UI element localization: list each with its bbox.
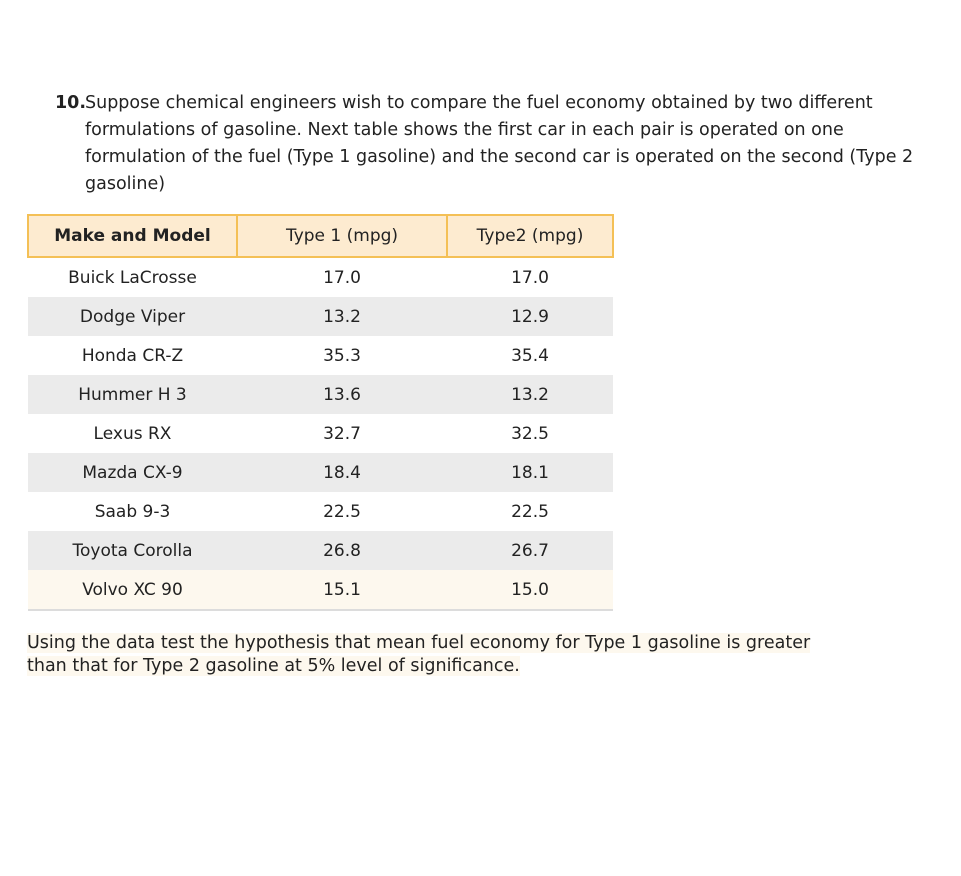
table-row — [28, 336, 613, 375]
hypothesis-instruction — [27, 632, 907, 678]
cell-type2-mpg: 32.5 — [447, 414, 613, 453]
table-row — [28, 570, 613, 610]
cell-type2-mpg: 15.0 — [447, 570, 613, 610]
cell-type1-mpg: 13.6 — [237, 375, 447, 414]
cell-type1-mpg: 13.2 — [237, 297, 447, 336]
table-header-row — [28, 215, 613, 257]
cell-make-model: Mazda CX-9 — [28, 453, 237, 492]
cell-make-model: Volvo XC 90 — [28, 570, 237, 610]
table-row — [28, 531, 613, 570]
cell-make-model: Honda CR-Z — [28, 336, 237, 375]
header-type2: Type2 (mpg) — [447, 215, 613, 257]
cell-type2-mpg: 13.2 — [447, 375, 613, 414]
cell-type2-mpg: 22.5 — [447, 492, 613, 531]
cell-type1-mpg: 22.5 — [237, 492, 447, 531]
table-row — [28, 492, 613, 531]
question-number: 10. — [55, 93, 87, 113]
cell-type1-mpg: 26.8 — [237, 531, 447, 570]
cell-make-model: Lexus RX — [28, 414, 237, 453]
question-body: Suppose chemical engineers wish to compare the fuel economy obtained by two different formulations of gasoline. Next table shows the first car in each pair is operated on one formulation of the fuel (Type 1 gasoline) and the second car is operated on the second (Type 2 gasoline) — [85, 93, 914, 194]
cell-type2-mpg: 35.4 — [447, 336, 613, 375]
instruction-line-1: Using the data test the hypothesis that mean fuel economy for Type 1 gasoline is greater — [27, 633, 811, 653]
cell-type1-mpg: 15.1 — [237, 570, 447, 610]
cell-type2-mpg: 18.1 — [447, 453, 613, 492]
cell-type1-mpg: 17.0 — [237, 257, 447, 297]
table-row — [28, 414, 613, 453]
cell-type2-mpg: 17.0 — [447, 257, 613, 297]
cell-make-model: Hummer H 3 — [28, 375, 237, 414]
cell-type2-mpg: 12.9 — [447, 297, 613, 336]
cell-type1-mpg: 35.3 — [237, 336, 447, 375]
cell-make-model: Buick LaCrosse — [28, 257, 237, 297]
table-row — [28, 297, 613, 336]
fuel-economy-table — [27, 214, 614, 611]
table-row — [28, 375, 613, 414]
table-row — [28, 257, 613, 297]
header-make-model: Make and Model — [28, 215, 237, 257]
cell-type1-mpg: 32.7 — [237, 414, 447, 453]
cell-make-model: Toyota Corolla — [28, 531, 237, 570]
table-row — [28, 453, 613, 492]
question-text — [55, 90, 925, 198]
instruction-line-2: than that for Type 2 gasoline at 5% level of significance. — [27, 656, 520, 676]
header-type1: Type 1 (mpg) — [237, 215, 447, 257]
cell-type2-mpg: 26.7 — [447, 531, 613, 570]
cell-type1-mpg: 18.4 — [237, 453, 447, 492]
cell-make-model: Dodge Viper — [28, 297, 237, 336]
cell-make-model: Saab 9-3 — [28, 492, 237, 531]
